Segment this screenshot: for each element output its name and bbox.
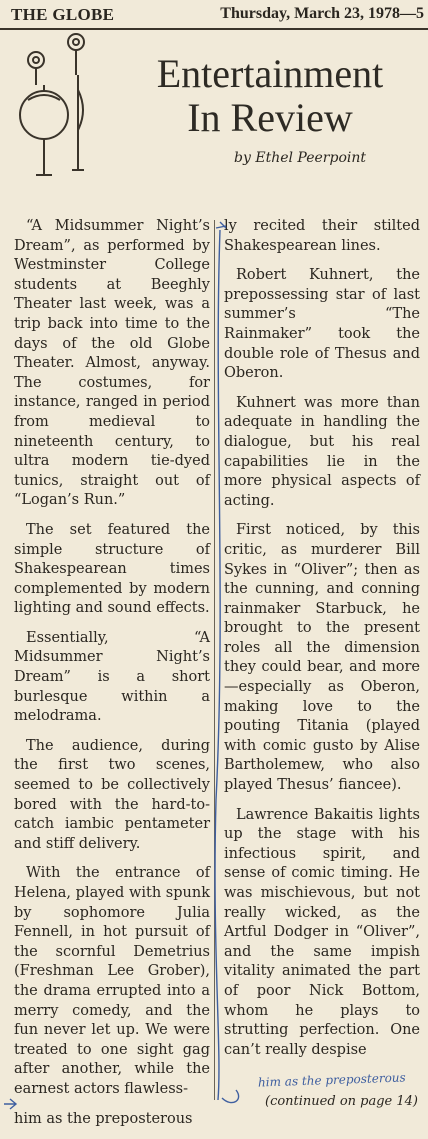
handwritten-note: him as the preposterous <box>257 1070 406 1090</box>
title-line-1: Entertainment <box>156 51 384 96</box>
paragraph: Robert Kuhnert, the prepossessing star of last summer’s “The Rainmaker” took the double role of Thesus and Oberon. <box>224 267 420 382</box>
paragraph: Essentially, “A Midsummer Night’s Dream” is a short burlesque within a melodrama. <box>14 629 210 725</box>
issue-date: Thursday, March 23, 1978—5 <box>220 5 424 22</box>
article-column-right <box>224 217 420 1070</box>
column-divider <box>214 220 215 1100</box>
paper-name: THE GLOBE <box>11 5 115 24</box>
theater-lamp-logo <box>14 30 104 180</box>
paragraph: The set featured the simple structure of Shakespearean times complemented by modern lighting and sound effects. <box>14 521 210 617</box>
continued-notice: (continued on page 14) <box>265 1094 418 1109</box>
paragraph: First noticed, by this critic, as murderer Bill Sykes in “Oliver”; then as the cunning, and conning rainmaker Starbuck, he brought to the present roles all the dimension they could bear, and more—especially as Oberon, making love to the pouting Titania (played with comic gusto by Alise Bartholemew, who also played Thesus’ fiancee). <box>224 522 420 794</box>
byline: by Ethel Peerpoint <box>234 150 366 166</box>
paragraph: “A Midsummer Night’s Dream”, as performed by Westminster College students at Beeghly Theater last week, was a trip back into time to the days of the old Globe Theater. Almost, anyway. The costumes, for instance, ranged in period from medieval to nineteenth century, to ultra modern tie-dyed tunics, straight out of “Logan’s Run.” <box>14 218 210 509</box>
paragraph: With the entrance of Helena, played with spunk by sophomore Julia Fennell, in hot pursuit of the scornful Demetrius (Freshman Lee Grober), the drama errupted into a merry comedy, and the fun never let up. We were treated to one sight gag after another, while the earnest actors flawless- <box>14 865 210 1097</box>
paragraph: Kuhnert was more than adequate in handling the dialogue, but his real capabilities lie in the more physical aspects of acting. <box>224 394 420 509</box>
article-column-left <box>14 217 210 1139</box>
paragraph: Lawrence Bakaitis lights up the stage with his infectious spirit, and sense of comic timing. He was mischievous, but not really wicked, as the Artful Dodger in “Oliver”, and the same impish vitality animated the part of poor Nick Bottom, whom he plays to strutting perfection. One can’t really despise <box>224 806 420 1058</box>
paragraph: ly recited their stilted Shakespearean lines. <box>224 218 420 254</box>
paragraph: The audience, during the first two scenes, seemed to be collectively bored with the hard-to-catch iambic pentameter and stiff delivery. <box>14 737 210 852</box>
masthead <box>0 0 428 30</box>
title-line-2: In Review <box>187 95 353 140</box>
pasted-line: him as the preposterous <box>14 1110 193 1127</box>
article-title <box>120 52 420 140</box>
